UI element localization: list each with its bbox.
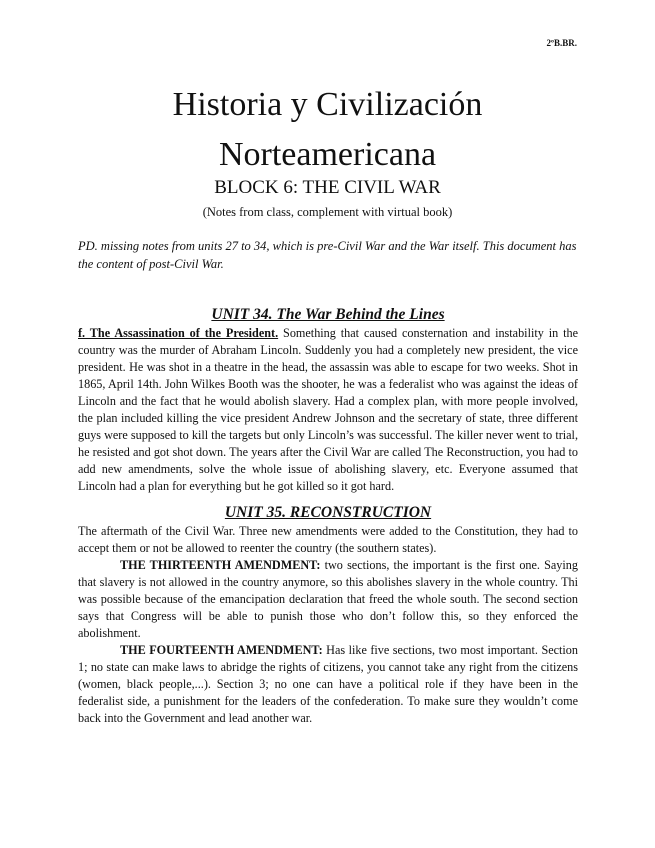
title-line-2: Norteamericana xyxy=(218,136,437,173)
fourteenth-amendment-paragraph xyxy=(78,642,578,727)
title-line-1: Historia y Civilización xyxy=(172,86,483,123)
subtitle: (Notes from class, complement with virtual book) xyxy=(202,205,453,219)
thirteenth-text: two sections, the important is the first one. Saying that slavery is not allowed in the country anymore, so this abolishes slavery in the whole country. Thi was possible because of the emancipation declaration that freed the whole south. The second section says that Congress will be able to punish those who don’t follow this, so they enforced the abolishment. xyxy=(78,558,578,640)
thirteenth-amendment-paragraph xyxy=(78,557,578,642)
note: PD. missing notes from units 27 to 34, which is pre-Civil War and the War itself. This document has the content of post-Civil War. xyxy=(78,239,577,271)
content xyxy=(78,305,578,727)
fourteenth-text: Has like five sections, two most important. Section 1; no state can make laws to abridge the rights of citizens, you cannot take any right from the citizens (women, black people,...). Section 3; no one can have a political role if they have been in the federalist side, a punishment for the leaders of the confederation. To make sure they wouldn’t come back into the Government and lead another war. xyxy=(78,643,578,725)
unit-35-heading: UNIT 35. RECONSTRUCTION xyxy=(224,504,432,521)
unit-34-paragraph xyxy=(78,325,578,495)
block-heading: BLOCK 6: THE CIVIL WAR xyxy=(214,177,441,198)
paragraph-text: Something that caused consternation and instability in the country was the murder of Abraham Lincoln. Suddenly you had a completely new president, the vice president. He was shot in a theatre in the head, the assassin was able to escape for two weeks. Shot in 1865, April 14th. John Wilkes Booth was the shooter, he was a federalist who was against the ideas of Lincoln and the fact that he would abolish slavery. Had a complex plan, with more people involved, the plan included killing the vice president Andrew Johnson and the secretary of state, three different guys were supposed to kill the targets but only Lincoln’s was successful. The killer never went to trial, he resisted and got shot down. The years after the Civil War are called The Reconstruction, you had to add new amendments, solve the whole issue of abolishing slavery, etc. Everyone assumed that Lincoln had a plan for everything but he got killed so it got hard. xyxy=(78,326,578,493)
unit-34-heading: UNIT 34. The War Behind the Lines xyxy=(211,306,445,323)
thirteenth-label: THE THIRTEENTH AMENDMENT: xyxy=(120,558,321,572)
header-code: 2ºB.BR. xyxy=(546,38,577,48)
section-lead: f. The Assassination of the President. xyxy=(78,326,279,340)
fourteenth-label: THE FOURTEENTH AMENDMENT: xyxy=(120,643,323,657)
document-title xyxy=(0,80,655,180)
unit-35-intro: The aftermath of the Civil War. Three new amendments were added to the Constitution, they had to accept them or not be allowed to reenter the country (the southern states). xyxy=(78,524,578,555)
